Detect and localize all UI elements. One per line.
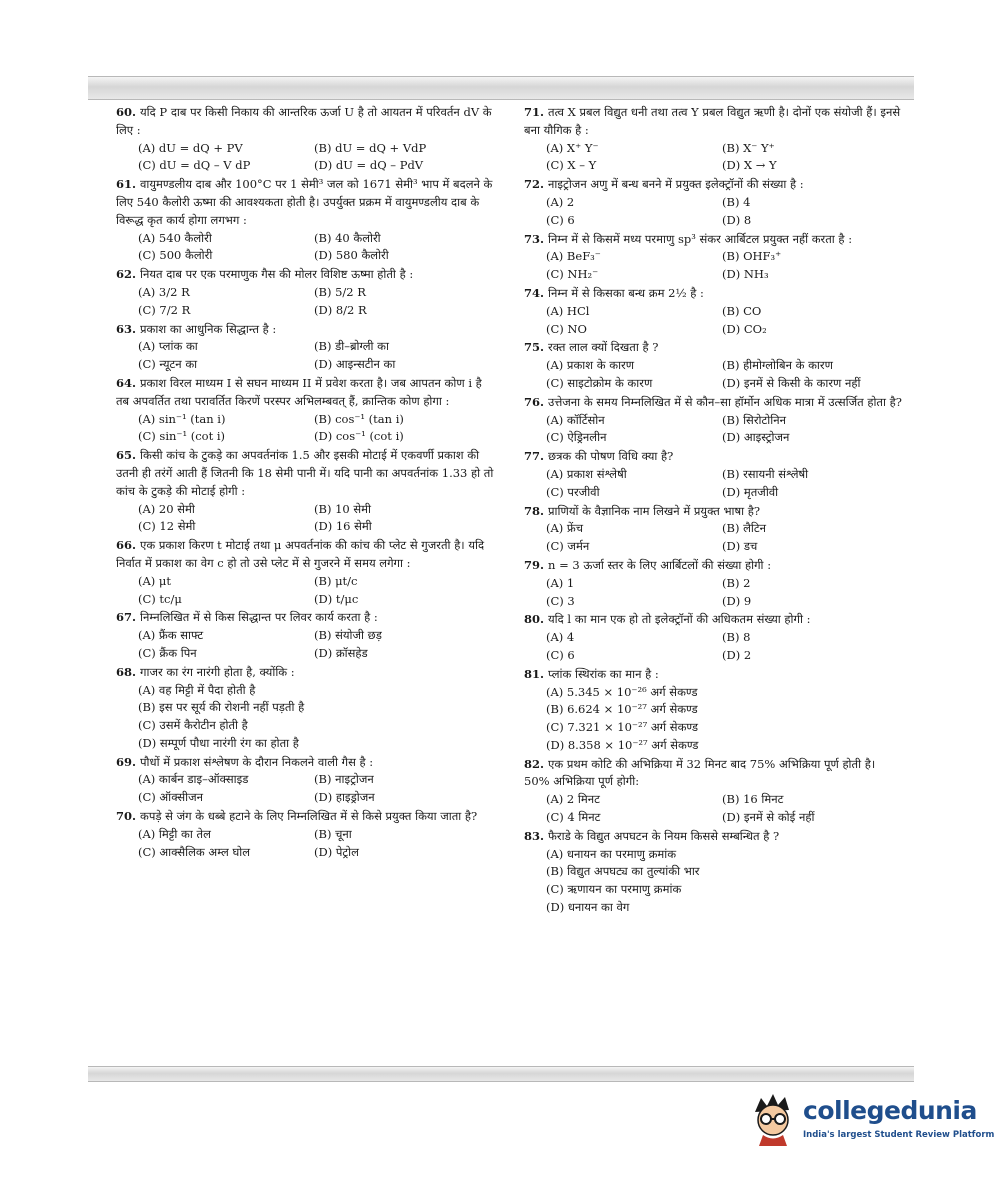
- answer-option: (D) मृतजीवी: [722, 484, 779, 499]
- question: [116, 808, 494, 861]
- options-list: [116, 682, 494, 753]
- answer-option: (B) 6.624 × 10⁻²⁷ अर्ग सेकण्ड: [546, 702, 698, 717]
- answer-option: (B) विद्युत अपघट्य का तुल्यांकी भार: [546, 864, 700, 879]
- question-text: [524, 557, 902, 575]
- question-stem: किसी कांच के टुकड़े का अपवर्तनांक 1.5 और इसकी मोटाई में एकवर्णी प्रकाश की उतनी ही तरंगें आती हैं जितनी कि 18 सेमी पानी में। यदि पानी का अपवर्तनांक 1.33 हो तो कांच के टुकड़े की मोटाई होगी :: [116, 448, 494, 498]
- answer-option: (A) प्रकाश के कारण: [546, 358, 635, 373]
- answer-option: (B) डी–ब्रोग्ली का: [314, 339, 389, 354]
- question-number: 73.: [524, 231, 545, 246]
- answer-option: (A) धनायन का परमाणु क्रमांक: [546, 846, 677, 861]
- answer-option: (A) कार्बन डाइ–ऑक्साइड: [138, 772, 249, 787]
- answer-option: (D) 8/2 R: [314, 302, 367, 317]
- question-number: 76.: [524, 394, 545, 409]
- answer-option: (A) प्रकाश संश्लेषी: [546, 466, 627, 481]
- answer-option: (C) X – Y: [546, 158, 597, 173]
- question-number: 75.: [524, 340, 545, 355]
- answer-option: (D) हाइड्रोजन: [314, 790, 375, 805]
- answer-option: (A) 3/2 R: [138, 284, 190, 299]
- options-list: [116, 230, 494, 266]
- answer-option: (C) 4 मिनट: [546, 810, 601, 825]
- answer-option: (B) सिरोटोनिन: [722, 412, 787, 427]
- question-number: 78.: [524, 503, 545, 518]
- question-text: [116, 104, 494, 140]
- question: [116, 176, 494, 265]
- options-list: [116, 284, 494, 320]
- options-list: [524, 466, 902, 502]
- question-stem: प्रकाश का आधुनिक सिद्धान्त है :: [140, 321, 277, 336]
- question-stem: वायुमण्डलीय दाब और 100°C पर 1 सेमी³ जल को 1671 सेमी³ भाप में बदलने के लिए 540 कैलोरी ऊष्मा की आवश्यकता होती है। उपर्युक्त प्रक्रम में वायुमण्डलीय दाब के विरूद्ध कृत कार्य होगा लगभग :: [116, 177, 493, 227]
- question-text: [524, 394, 902, 412]
- answer-option: (D) 580 कैलोरी: [314, 248, 389, 263]
- answer-option: (A) मिट्टी का तेल: [138, 826, 211, 841]
- question-number: 74.: [524, 285, 545, 300]
- question-number: 71.: [524, 105, 545, 119]
- options-list: [116, 338, 494, 374]
- question-number: 77.: [524, 449, 545, 464]
- question-stem: निम्नलिखित में से किस सिद्धान्त पर लिवर कार्य करता है :: [140, 610, 378, 625]
- answer-option: (A) 2: [546, 194, 575, 209]
- answer-option: (D) आइन्सटीन का: [314, 357, 396, 372]
- answer-option: (B) 2: [722, 575, 751, 590]
- question: [524, 557, 902, 610]
- question-text: [524, 231, 902, 249]
- answer-option: (A) वह मिट्टी में पैदा होती है: [138, 682, 256, 697]
- answer-option: (A) dU = dQ + PV: [138, 140, 243, 155]
- question: [116, 375, 494, 446]
- answer-option: (B) 5/2 R: [314, 284, 366, 299]
- question: [524, 666, 902, 755]
- options-list: [524, 248, 902, 284]
- options-list: [524, 684, 902, 755]
- question-text: [524, 666, 902, 684]
- question-text: [524, 104, 902, 140]
- question-text: [524, 448, 902, 466]
- question-stem: निम्न में से किसमें मध्य परमाणु sp³ संकर आर्बिटल प्रयुक्त नहीं करता है :: [548, 231, 853, 246]
- answer-option: (D) क्रॉसहेड: [314, 645, 368, 660]
- answer-option: (B) नाइट्रोजन: [314, 772, 374, 787]
- question: [116, 754, 494, 807]
- question-number: 82.: [524, 756, 545, 771]
- question-text: [116, 321, 494, 339]
- answer-option: (A) 1: [546, 575, 575, 590]
- answer-option: (C) NH₂⁻: [546, 267, 599, 282]
- answer-option: (B) हीमोग्लोबिन के कारण: [722, 358, 833, 373]
- answer-option: (A) 4: [546, 630, 575, 645]
- question-stem: नाइट्रोजन अणु में बन्ध बनने में प्रयुक्त इलेक्ट्रॉनों की संख्या है :: [548, 177, 804, 192]
- question-stem: नियत दाब पर एक परमाणुक गैस की मोलर विशिष्ट ऊष्मा होती है :: [140, 267, 414, 282]
- answer-option: (D) X → Y: [722, 158, 777, 173]
- options-list: [524, 791, 902, 827]
- answer-option: (D) आइस्ट्रोजन: [722, 430, 790, 445]
- question-stem: गाजर का रंग नारंगी होता है, क्योंकि :: [140, 664, 295, 679]
- question-number: 66.: [116, 538, 137, 553]
- answer-option: (D) CO₂: [722, 321, 767, 336]
- answer-option: (B) संयोजी छड़: [314, 628, 382, 643]
- question: [116, 266, 494, 319]
- question-number: 60.: [116, 105, 137, 119]
- answer-option: (D) t/μc: [314, 591, 359, 606]
- options-list: [524, 303, 902, 339]
- answer-option: (C) 7.321 × 10⁻²⁷ अर्ग सेकण्ड: [546, 720, 699, 735]
- answer-option: (B) लैटिन: [722, 521, 767, 536]
- answer-option: (B) 8: [722, 630, 751, 645]
- question-stem: प्लांक स्थिरांक का मान है :: [548, 666, 659, 681]
- options-list: [524, 357, 902, 393]
- answer-option: (A) BeF₃⁻: [546, 249, 601, 264]
- answer-option: (C) जर्मन: [546, 539, 590, 554]
- question-number: 62.: [116, 267, 137, 282]
- question-text: [116, 266, 494, 284]
- answer-option: (B) X⁻ Y⁺: [722, 140, 775, 155]
- question: [524, 285, 902, 338]
- question-stem: कपड़े से जंग के धब्बे हटाने के लिए निम्नलिखित में से किसे प्रयुक्त किया जाता है?: [140, 809, 478, 824]
- question-number: 68.: [116, 664, 137, 679]
- answer-option: (C) ऐड्रिनलीन: [546, 430, 607, 445]
- answer-option: (A) X⁺ Y⁻: [546, 140, 599, 155]
- question-text: [116, 754, 494, 772]
- question-stem: फैराडे के विद्युत अपघटन के नियम किससे सम्बन्धित है ?: [548, 828, 780, 843]
- options-list: [524, 575, 902, 611]
- question: [524, 503, 902, 556]
- question-stem: छत्रक की पोषण विधि क्या है?: [548, 449, 674, 464]
- question-stem: प्रकाश विरल माध्यम I से सघन माध्यम II में प्रवेश करता है। जब आपतन कोण i है तब अपवर्तित तथा परावर्तित किरणें परस्पर अभिलम्बवत् हैं, क्रान्तिक कोण होगा :: [116, 375, 482, 408]
- logo-tagline: India's largest Student Review Platform: [803, 1130, 995, 1140]
- answer-option: (B) OHF₃⁺: [722, 249, 782, 264]
- answer-option: (B) रसायनी संश्लेषी: [722, 466, 809, 481]
- answer-option: (C) न्यूटन का: [138, 357, 198, 372]
- question-stem: प्राणियों के वैज्ञानिक नाम लिखने में प्रयुक्त भाषा है?: [548, 503, 761, 518]
- question-stem: यदि P दाब पर किसी निकाय की आन्तरिक ऊर्जा U है तो आयतन में परिवर्तन dV के लिए :: [116, 105, 492, 137]
- answer-option: (A) 20 सेमी: [138, 501, 195, 516]
- answer-option: (B) dU = dQ + VdP: [314, 140, 427, 155]
- answer-option: (B) चूना: [314, 826, 352, 841]
- footer-band: [88, 1066, 914, 1082]
- question-text: [524, 756, 902, 792]
- question-text: [116, 176, 494, 229]
- options-list: [524, 629, 902, 665]
- question-text: [116, 808, 494, 826]
- options-list: [116, 573, 494, 609]
- answer-option: (D) इनमें से कोई नहीं: [722, 810, 815, 825]
- answer-option: (D) NH₃: [722, 267, 769, 282]
- options-list: [116, 771, 494, 807]
- answer-option: (D) पेट्रोल: [314, 844, 359, 859]
- question-stem: एक प्रकाश किरण t मोटाई तथा μ अपवर्तनांक की कांच की प्लेट से गुजरती है। यदि निर्वात में प्रकाश का वेग c हो तो उसे प्लेट में से गुजरने में समय लगेगा :: [116, 538, 485, 570]
- question-text: [116, 447, 494, 500]
- answer-option: (A) HCl: [546, 303, 590, 318]
- question: [524, 611, 902, 664]
- question: [524, 176, 902, 229]
- answer-option: (D) धनायन का वेग: [546, 900, 630, 915]
- question-stem: उत्तेजना के समय निम्नलिखित में से कौन–सा हॉर्मोन अधिक मात्रा में उत्सर्जित होता है?: [548, 394, 902, 409]
- options-list: [116, 140, 494, 176]
- answer-option: (C) साइटोक्रोम के कारण: [546, 375, 653, 390]
- answer-option: (C) उसमें कैरोटीन होती है: [138, 718, 248, 733]
- answer-option: (C) 500 कैलोरी: [138, 248, 213, 263]
- answer-option: (C) 6: [546, 212, 575, 227]
- question-number: 72.: [524, 177, 545, 192]
- question: [116, 609, 494, 662]
- question-text: [524, 828, 902, 846]
- answer-option: (C) sin⁻¹ (cot i): [138, 429, 226, 444]
- answer-option: (D) सम्पूर्ण पौधा नारंगी रंग का होता है: [138, 735, 299, 750]
- answer-option: (D) dU = dQ – PdV: [314, 158, 424, 173]
- answer-option: (C) tc/μ: [138, 591, 182, 606]
- question-stem: n = 3 ऊर्जा स्तर के लिए आर्बिटलों की संख्या होगी :: [548, 557, 772, 572]
- question-number: 64.: [116, 375, 137, 390]
- answer-option: (B) 16 मिनट: [722, 792, 784, 807]
- question: [116, 104, 494, 175]
- right-column: [524, 104, 902, 918]
- answer-option: (D) 8: [722, 212, 752, 227]
- question-number: 79.: [524, 557, 545, 572]
- answer-option: (B) CO: [722, 303, 762, 318]
- answer-option: (D) इनमें से किसी के कारण नहीं: [722, 375, 861, 390]
- question-number: 81.: [524, 666, 545, 681]
- answer-option: (C) 3: [546, 593, 575, 608]
- question: [524, 339, 902, 392]
- answer-option: (B) μt/c: [314, 573, 358, 588]
- answer-option: (A) sin⁻¹ (tan i): [138, 411, 226, 426]
- answer-option: (A) कॉर्टिसोन: [546, 412, 605, 427]
- answer-option: (C) dU = dQ – V dP: [138, 158, 251, 173]
- question-text: [116, 609, 494, 627]
- answer-option: (D) 8.358 × 10⁻²⁷ अर्ग सेकण्ड: [546, 737, 699, 752]
- options-list: [116, 411, 494, 447]
- question-text: [116, 537, 494, 573]
- answer-option: (B) 4: [722, 194, 751, 209]
- answer-option: (A) फ्रैंक साफ्ट: [138, 628, 204, 643]
- question-stem: निम्न में से किसका बन्ध क्रम 2½ है :: [548, 285, 704, 300]
- answer-option: (A) 2 मिनट: [546, 792, 600, 807]
- question: [524, 448, 902, 501]
- options-list: [116, 627, 494, 663]
- question-stem: एक प्रथम कोटि की अभिक्रिया में 32 मिनट बाद 75% अभिक्रिया पूर्ण होती है। 50% अभिक्रिया पूर्ण होगी:: [524, 756, 876, 789]
- question-number: 61.: [116, 177, 137, 192]
- question-text: [524, 339, 902, 357]
- answer-option: (D) 9: [722, 593, 752, 608]
- question-number: 70.: [116, 809, 137, 824]
- question-text: [524, 503, 902, 521]
- question: [524, 104, 902, 175]
- answer-option: (D) 2: [722, 647, 752, 662]
- options-list: [116, 501, 494, 537]
- answer-option: (B) 10 सेमी: [314, 501, 371, 516]
- answer-option: (A) 5.345 × 10⁻²⁶ अर्ग सेकण्ड: [546, 684, 698, 699]
- answer-option: (A) 540 कैलोरी: [138, 230, 212, 245]
- answer-option: (A) μt: [138, 573, 172, 588]
- options-list: [116, 826, 494, 862]
- question-text: [524, 176, 902, 194]
- answer-option: (B) इस पर सूर्य की रोशनी नहीं पड़ती है: [138, 700, 305, 715]
- collegedunia-logo[interactable]: [745, 1088, 995, 1148]
- question-stem: पौधों में प्रकाश संश्लेषण के दौरान निकलने वाली गैस है :: [140, 754, 374, 769]
- question: [116, 447, 494, 536]
- answer-option: (C) ऋणायन का परमाणु क्रमांक: [546, 882, 682, 897]
- mascot-icon: [745, 1090, 801, 1146]
- options-list: [524, 412, 902, 448]
- question-text: [524, 611, 902, 629]
- logo-name: collegedunia: [803, 1096, 977, 1125]
- answer-option: (C) क्रैंक पिन: [138, 645, 197, 660]
- question: [524, 231, 902, 284]
- header-band: [88, 76, 914, 100]
- answer-option: (D) cos⁻¹ (cot i): [314, 429, 404, 444]
- options-list: [524, 846, 902, 917]
- question-number: 83.: [524, 828, 545, 843]
- answer-option: (C) NO: [546, 321, 587, 336]
- answer-option: (A) प्लांक का: [138, 339, 198, 354]
- answer-option: (A) फ्रेंच: [546, 521, 584, 536]
- question-text: [524, 285, 902, 303]
- question: [524, 394, 902, 447]
- answer-option: (D) 16 सेमी: [314, 519, 372, 534]
- question: [524, 756, 902, 827]
- question-stem: यदि l का मान एक हो तो इलेक्ट्रॉनों की अधिकतम संख्या होगी :: [548, 612, 811, 627]
- question: [116, 664, 494, 753]
- left-column: [116, 104, 494, 862]
- options-list: [524, 520, 902, 556]
- answer-option: (B) 40 कैलोरी: [314, 230, 381, 245]
- question-number: 69.: [116, 754, 137, 769]
- question-number: 65.: [116, 448, 137, 463]
- question-number: 67.: [116, 610, 137, 625]
- question: [524, 828, 902, 917]
- answer-option: (C) 7/2 R: [138, 302, 191, 317]
- answer-option: (C) 12 सेमी: [138, 519, 196, 534]
- question-text: [116, 664, 494, 682]
- answer-option: (C) परजीवी: [546, 484, 600, 499]
- answer-option: (D) डच: [722, 539, 758, 554]
- question-number: 80.: [524, 612, 545, 627]
- answer-option: (C) 6: [546, 647, 575, 662]
- question-stem: रक्त लाल क्यों दिखता है ?: [548, 340, 659, 355]
- answer-option: (C) आक्सैलिक अम्ल घोल: [138, 844, 251, 859]
- question-number: 63.: [116, 321, 137, 336]
- options-list: [524, 194, 902, 230]
- answer-option: (B) cos⁻¹ (tan i): [314, 411, 404, 426]
- answer-option: (C) ऑक्सीजन: [138, 790, 204, 805]
- options-list: [524, 140, 902, 176]
- question: [116, 321, 494, 374]
- question-text: [116, 375, 494, 411]
- question-stem: तत्व X प्रबल विद्युत धनी तथा तत्व Y प्रबल विद्युत ऋणी है। दोनों एक संयोजी हैं। इनसे बना यौगिक है :: [524, 105, 901, 137]
- question: [116, 537, 494, 608]
